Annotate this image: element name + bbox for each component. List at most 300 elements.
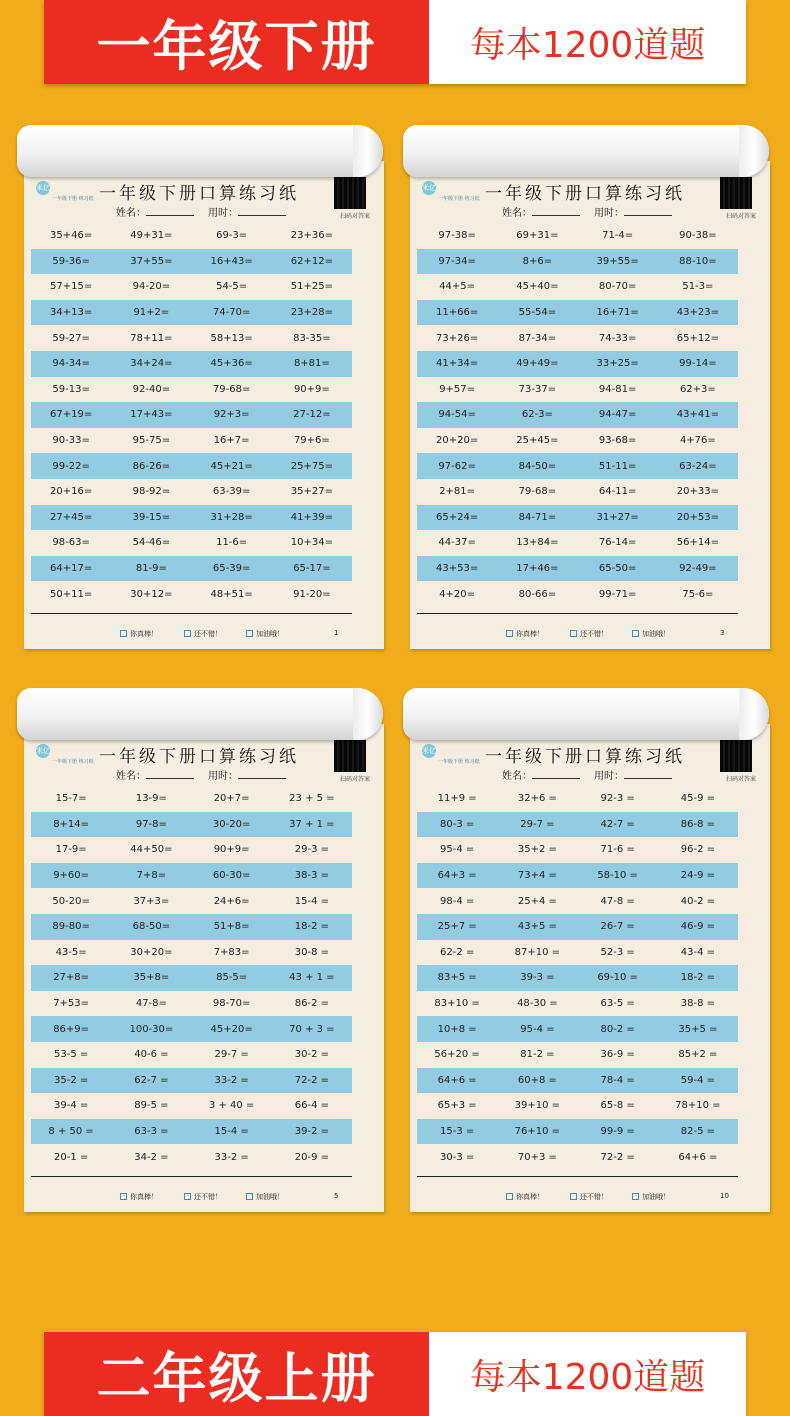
problem-cell: 62+12= — [290, 255, 333, 267]
problem-row — [31, 786, 352, 812]
problem-cell: 68-50= — [132, 921, 171, 933]
problem-cell: 51-11= — [598, 460, 637, 472]
problem-cell: 27+8= — [53, 972, 90, 984]
checkbox-icon — [506, 630, 513, 637]
problem-cell: 45+36= — [210, 358, 253, 370]
problem-cell: 7+8= — [136, 870, 167, 882]
problem-row — [31, 940, 352, 966]
problem-cell: 45+20= — [210, 1023, 253, 1035]
paper-roll — [17, 125, 383, 177]
paper-roll — [17, 688, 383, 740]
problem-cell: 58+13= — [210, 332, 253, 344]
worksheet-page — [410, 688, 770, 1212]
problem-cell: 8 + 50 = — [48, 1126, 94, 1138]
problem-cell: 3 + 40 = — [208, 1100, 255, 1112]
name-time-fields — [116, 767, 300, 782]
problem-row — [417, 940, 738, 966]
problem-cell: 99-14= — [679, 358, 717, 370]
rating-keep-going-label: 加油哦！ — [642, 1193, 670, 1201]
problem-cell: 20+7= — [213, 793, 250, 805]
name-time-fields — [502, 204, 686, 219]
problem-cell: 96-2 = — [680, 844, 715, 856]
problem-row — [417, 556, 738, 582]
problem-row — [417, 965, 738, 991]
problem-cell: 47-8= — [135, 998, 167, 1010]
rating-keep-going — [246, 1192, 284, 1202]
problem-cell: 27-12= — [293, 409, 331, 421]
problem-cell: 20-9 = — [294, 1151, 329, 1163]
problem-cell: 35+8= — [133, 972, 170, 984]
problem-cell: 80-3 = — [439, 818, 475, 830]
problem-cell: 63-24= — [679, 460, 717, 472]
problem-cell: 25+7 = — [437, 921, 477, 933]
problem-cell: 69-3= — [216, 230, 248, 242]
worksheet-paper — [410, 161, 770, 649]
problem-row — [31, 812, 352, 838]
rating-good — [570, 629, 608, 639]
problem-cell: 50-20= — [52, 895, 90, 907]
problem-cell: 41+39= — [290, 511, 333, 523]
problem-cell: 43+5 = — [517, 921, 557, 933]
problem-cell: 59-27= — [52, 332, 90, 344]
time-blank — [238, 769, 286, 779]
problem-row — [417, 1119, 738, 1145]
problem-cell: 95-4 = — [439, 844, 475, 856]
problem-cell: 56+14= — [676, 537, 719, 549]
problem-cell: 69-10 = — [597, 972, 638, 984]
time-blank — [624, 206, 672, 216]
problem-cell: 7+83= — [213, 946, 250, 958]
problem-cell: 74-70= — [212, 307, 251, 319]
rating-great-label: 你真棒！ — [130, 630, 158, 638]
problem-cell: 37 + 1 = — [289, 818, 335, 830]
problem-cell: 88-10= — [679, 255, 717, 267]
problem-cell: 46-9 = — [680, 921, 715, 933]
qr-caption: 扫码对答案 — [339, 776, 370, 783]
problem-cell: 83+10 = — [434, 998, 480, 1010]
brand-caption: 一年级下册 练习纸 — [438, 196, 480, 202]
checkbox-icon — [570, 630, 577, 637]
problem-cell: 63-39= — [212, 486, 251, 498]
problem-cell: 13+84= — [516, 537, 559, 549]
checkbox-icon — [246, 630, 253, 637]
problem-cell: 99-22= — [52, 460, 90, 472]
problem-row — [31, 1068, 352, 1094]
problem-cell: 83+5 = — [437, 972, 477, 984]
problem-row — [31, 223, 352, 249]
problem-cell: 39+55= — [596, 255, 639, 267]
problem-cell: 94-47= — [598, 409, 637, 421]
problem-cell: 98-63= — [52, 537, 90, 549]
problem-cell: 67+19= — [50, 409, 93, 421]
problem-cell: 78+10 = — [675, 1100, 721, 1112]
problem-cell: 47-8 = — [600, 895, 635, 907]
problem-row — [417, 223, 738, 249]
worksheet-title: 一年级下册口算练习纸 — [485, 747, 685, 767]
problem-cell: 73+4 = — [517, 870, 557, 882]
problem-cell: 27+45= — [50, 511, 93, 523]
problem-row — [31, 888, 352, 914]
problem-cell: 30-8 = — [294, 946, 329, 958]
problem-cell: 89-80= — [52, 921, 90, 933]
problem-row — [31, 1119, 352, 1145]
problem-cell: 85+2 = — [678, 1049, 718, 1061]
rating-great — [506, 1192, 544, 1202]
problem-cell: 97-8= — [135, 818, 167, 830]
problem-cell: 10+8 = — [437, 1023, 477, 1035]
problem-cell: 30+20= — [130, 946, 173, 958]
page-number: 1 — [334, 629, 339, 637]
name-label: 姓名： — [502, 771, 532, 782]
worksheet-page — [24, 688, 384, 1212]
problem-row — [31, 325, 352, 351]
worksheet-paper — [24, 161, 384, 649]
problem-cell: 91-20= — [293, 588, 331, 600]
problem-cell: 86+9= — [53, 1023, 90, 1035]
name-label: 姓名： — [116, 771, 146, 782]
problem-cell: 35+2 = — [517, 844, 557, 856]
problem-cell: 78-4 = — [600, 1074, 635, 1086]
problem-cell: 92-40= — [132, 383, 171, 395]
problem-cell: 73+26= — [436, 332, 479, 344]
problem-cell: 71-4= — [602, 230, 634, 242]
problem-cell: 72-2 = — [294, 1074, 329, 1086]
checkbox-icon — [120, 1193, 127, 1200]
problem-cell: 63-5 = — [600, 998, 635, 1010]
problem-cell: 17+46= — [516, 563, 559, 575]
problem-cell: 62-7 = — [134, 1074, 169, 1086]
problem-cell: 39-3 = — [520, 972, 555, 984]
problem-cell: 92+3= — [213, 409, 250, 421]
problem-row — [31, 351, 352, 377]
problem-row — [31, 453, 352, 479]
problem-cell: 4+20= — [439, 588, 476, 600]
problem-cell: 35-2 = — [53, 1074, 89, 1086]
problem-cell: 20+16= — [50, 486, 93, 498]
problem-cell: 80-70= — [598, 281, 637, 293]
problem-cell: 23+36= — [290, 230, 333, 242]
problem-cell: 26-7 = — [600, 921, 635, 933]
brand-caption: 一年级下册 练习纸 — [52, 196, 94, 202]
problem-cell: 78+11= — [130, 332, 173, 344]
problem-cell: 80-2 = — [600, 1023, 635, 1035]
problem-row — [417, 1068, 738, 1094]
problem-cell: 65+24= — [436, 511, 479, 523]
qr-code-icon — [720, 177, 752, 209]
problem-cell: 8+14= — [53, 818, 90, 830]
problem-cell: 30-2 = — [294, 1049, 329, 1061]
problem-cell: 16+7= — [213, 435, 250, 447]
problem-cell: 54-5= — [216, 281, 248, 293]
problem-cell: 18-2 = — [680, 972, 715, 984]
problem-cell: 100-30= — [129, 1023, 174, 1035]
problem-cell: 80-66= — [518, 588, 557, 600]
rating-good-label: 还不错！ — [580, 630, 608, 638]
problem-cell: 84-71= — [518, 511, 557, 523]
problem-row — [417, 581, 738, 607]
problem-cell: 43+41= — [676, 409, 719, 421]
problem-cell: 36-9 = — [600, 1049, 635, 1061]
problem-row — [417, 479, 738, 505]
problem-cell: 65-50= — [598, 563, 637, 575]
problem-cell: 83-35= — [293, 332, 331, 344]
question-count-label: 每本1200道题 — [429, 0, 746, 84]
top-banner — [44, 0, 746, 84]
problem-row — [31, 837, 352, 863]
problem-cell: 65-17= — [293, 563, 331, 575]
problem-cell: 9+57= — [439, 383, 476, 395]
problem-cell: 90+9= — [293, 383, 330, 395]
problem-cell: 15-3 = — [439, 1126, 475, 1138]
problem-cell: 39-15= — [132, 511, 171, 523]
problem-cell: 79-68= — [212, 383, 251, 395]
problem-row — [31, 274, 352, 300]
checkbox-icon — [246, 1193, 253, 1200]
problem-cell: 16+43= — [210, 255, 253, 267]
problem-cell: 62-3= — [521, 409, 553, 421]
problem-cell: 76+10 = — [514, 1126, 561, 1138]
problem-cell: 37+3= — [133, 895, 170, 907]
problem-row — [417, 530, 738, 556]
problem-cell: 49+31= — [130, 230, 173, 242]
rating-keep-going — [246, 629, 284, 639]
problem-cell: 32+6 = — [517, 793, 557, 805]
worksheet-title: 一年级下册口算练习纸 — [485, 184, 685, 204]
bottom-rule — [417, 613, 738, 614]
problem-cell: 2+81= — [439, 486, 476, 498]
checkbox-icon — [632, 630, 639, 637]
problem-cell: 55-54= — [518, 307, 557, 319]
problem-row — [31, 249, 352, 275]
bottom-rule — [31, 1176, 352, 1177]
problem-cell: 70 + 3 = — [289, 1023, 335, 1035]
rating-keep-going-label: 加油哦！ — [642, 630, 670, 638]
problem-cell: 34-2 = — [134, 1151, 169, 1163]
name-label: 姓名： — [116, 208, 146, 219]
problem-cell: 35+5 = — [678, 1023, 718, 1035]
problem-row — [417, 505, 738, 531]
problem-cell: 94-20= — [132, 281, 171, 293]
problem-cell: 95-75= — [132, 435, 171, 447]
problem-cell: 34+24= — [130, 358, 173, 370]
problem-cell: 86-2 = — [294, 998, 329, 1010]
qr-code-icon — [720, 740, 752, 772]
problem-cell: 39-2 = — [294, 1126, 329, 1138]
page-number: 10 — [720, 1192, 729, 1200]
problem-cell: 91+2= — [133, 307, 170, 319]
name-blank — [532, 206, 580, 216]
problem-cell: 48-30 = — [517, 998, 558, 1010]
problem-grid — [31, 786, 352, 1170]
problem-cell: 35+27= — [290, 486, 333, 498]
problem-row — [31, 428, 352, 454]
problem-cell: 59-36= — [52, 255, 90, 267]
problem-cell: 82-5 = — [680, 1126, 715, 1138]
problem-cell: 50+11= — [50, 588, 93, 600]
problem-cell: 20+53= — [676, 511, 719, 523]
problem-cell: 37+55= — [130, 255, 173, 267]
problem-cell: 4+76= — [679, 435, 716, 447]
checkbox-icon — [632, 1193, 639, 1200]
problem-cell: 58-10 = — [597, 870, 638, 882]
problem-row — [31, 1042, 352, 1068]
problem-cell: 45-9 = — [680, 793, 715, 805]
problem-cell: 39+10 = — [514, 1100, 561, 1112]
problem-cell: 85-5= — [216, 972, 248, 984]
problem-cell: 64+17= — [50, 563, 93, 575]
page-number: 5 — [334, 1192, 339, 1200]
problem-cell: 92-3 = — [600, 793, 635, 805]
problem-cell: 92-49= — [679, 563, 717, 575]
time-blank — [238, 206, 286, 216]
problem-cell: 72-2 = — [600, 1151, 635, 1163]
name-time-fields — [502, 767, 686, 782]
qr-caption: 扫码对答案 — [725, 213, 756, 220]
problem-row — [417, 786, 738, 812]
problem-row — [417, 1042, 738, 1068]
problem-cell: 30-20= — [212, 818, 251, 830]
problem-cell: 30+12= — [130, 588, 173, 600]
problem-cell: 98-92= — [132, 486, 171, 498]
problem-cell: 17+43= — [130, 409, 173, 421]
problem-cell: 98-70= — [212, 998, 251, 1010]
problem-cell: 18-2 = — [294, 921, 329, 933]
problem-row — [417, 249, 738, 275]
problem-cell: 97-34= — [438, 255, 476, 267]
brand-logo-icon: 米亿 — [422, 744, 436, 758]
problem-cell: 57+15= — [50, 281, 93, 293]
problem-row — [417, 837, 738, 863]
problem-cell: 69+31= — [516, 230, 559, 242]
name-time-fields — [116, 204, 300, 219]
problem-row — [417, 453, 738, 479]
problem-cell: 48+51= — [210, 588, 253, 600]
qr-code-icon — [334, 177, 366, 209]
problem-cell: 29-7 = — [520, 818, 555, 830]
problem-cell: 43-5= — [55, 946, 87, 958]
problem-row — [417, 351, 738, 377]
problem-cell: 33-2 = — [214, 1074, 249, 1086]
problem-cell: 79-68= — [518, 486, 557, 498]
grade-label-bottom: 二年级上册 — [44, 1332, 429, 1416]
brand-caption: 一年级下册 练习纸 — [52, 759, 94, 765]
problem-cell: 64+6 = — [437, 1074, 477, 1086]
page-number: 3 — [720, 629, 725, 637]
problem-row — [417, 1093, 738, 1119]
rating-great-label: 你真棒！ — [516, 1193, 544, 1201]
name-label: 姓名： — [502, 208, 532, 219]
problem-cell: 98-4 = — [439, 895, 475, 907]
rating-good-label: 还不错！ — [194, 1193, 222, 1201]
problem-cell: 51-3= — [682, 281, 714, 293]
paper-roll — [403, 688, 769, 740]
rating-great — [120, 629, 158, 639]
problem-cell: 24+6= — [213, 895, 250, 907]
problem-row — [31, 1144, 352, 1170]
problem-cell: 89-5 = — [134, 1100, 169, 1112]
problem-cell: 87+10 = — [514, 946, 561, 958]
problem-cell: 45+40= — [516, 281, 559, 293]
problem-cell: 42-7 = — [600, 818, 635, 830]
rating-good-label: 还不错！ — [194, 630, 222, 638]
problem-cell: 38-8 = — [680, 998, 715, 1010]
rating-keep-going-label: 加油哦！ — [256, 630, 284, 638]
problem-cell: 35+46= — [50, 230, 93, 242]
brand-caption: 一年级下册 练习纸 — [438, 759, 480, 765]
problem-cell: 29-7 = — [214, 1049, 249, 1061]
problem-cell: 90+9= — [213, 844, 250, 856]
problem-grid — [31, 223, 352, 607]
problem-cell: 43+23= — [676, 307, 719, 319]
problem-cell: 30-3 = — [439, 1151, 475, 1163]
worksheet-paper — [24, 724, 384, 1212]
problem-cell: 74-33= — [598, 332, 637, 344]
rating-good — [570, 1192, 608, 1202]
problem-cell: 87-34= — [518, 332, 557, 344]
problem-row — [417, 377, 738, 403]
problem-cell: 94-81= — [598, 383, 637, 395]
problem-cell: 44+5= — [439, 281, 476, 293]
problem-cell: 63-3 = — [134, 1126, 169, 1138]
checkbox-icon — [570, 1193, 577, 1200]
problem-cell: 34+13= — [50, 307, 93, 319]
problem-cell: 31+28= — [210, 511, 253, 523]
problem-cell: 62+3= — [679, 383, 716, 395]
problem-cell: 93-68= — [598, 435, 637, 447]
problem-cell: 38-3 = — [294, 870, 329, 882]
problem-cell: 44+50= — [130, 844, 173, 856]
problem-cell: 25+75= — [290, 460, 333, 472]
time-label: 用时： — [594, 771, 624, 782]
problem-row — [31, 863, 352, 889]
problem-cell: 75-6= — [682, 588, 714, 600]
problem-cell: 99-9 = — [600, 1126, 635, 1138]
rating-great — [506, 629, 544, 639]
brand-logo-icon: 米亿 — [422, 181, 436, 195]
problem-cell: 56+20 = — [434, 1049, 480, 1061]
name-blank — [146, 769, 194, 779]
problem-row — [31, 1093, 352, 1119]
problem-cell: 45+21= — [210, 460, 253, 472]
problem-grid — [417, 223, 738, 607]
problem-row — [31, 402, 352, 428]
problem-row — [31, 1016, 352, 1042]
worksheet-page — [410, 125, 770, 649]
problem-row — [31, 479, 352, 505]
problem-cell: 64-11= — [598, 486, 637, 498]
problem-cell: 24-9 = — [680, 870, 715, 882]
problem-cell: 52-3 = — [600, 946, 635, 958]
problem-cell: 59-4 = — [680, 1074, 715, 1086]
problem-cell: 11+66= — [436, 307, 479, 319]
problem-cell: 7+53= — [53, 998, 90, 1010]
grade-label: 一年级下册 — [44, 0, 429, 84]
time-label: 用时： — [208, 771, 238, 782]
problem-cell: 79+6= — [293, 435, 330, 447]
problem-cell: 59-13= — [52, 383, 90, 395]
time-label: 用时： — [594, 208, 624, 219]
problem-cell: 25+4 = — [517, 895, 557, 907]
qr-code-icon — [334, 740, 366, 772]
checkbox-icon — [506, 1193, 513, 1200]
problem-cell: 25+45= — [516, 435, 559, 447]
checkbox-icon — [120, 630, 127, 637]
problem-cell: 86-26= — [132, 460, 171, 472]
problem-row — [31, 530, 352, 556]
worksheet-paper — [410, 724, 770, 1212]
problem-cell: 33+25= — [596, 358, 639, 370]
problem-row — [417, 1016, 738, 1042]
